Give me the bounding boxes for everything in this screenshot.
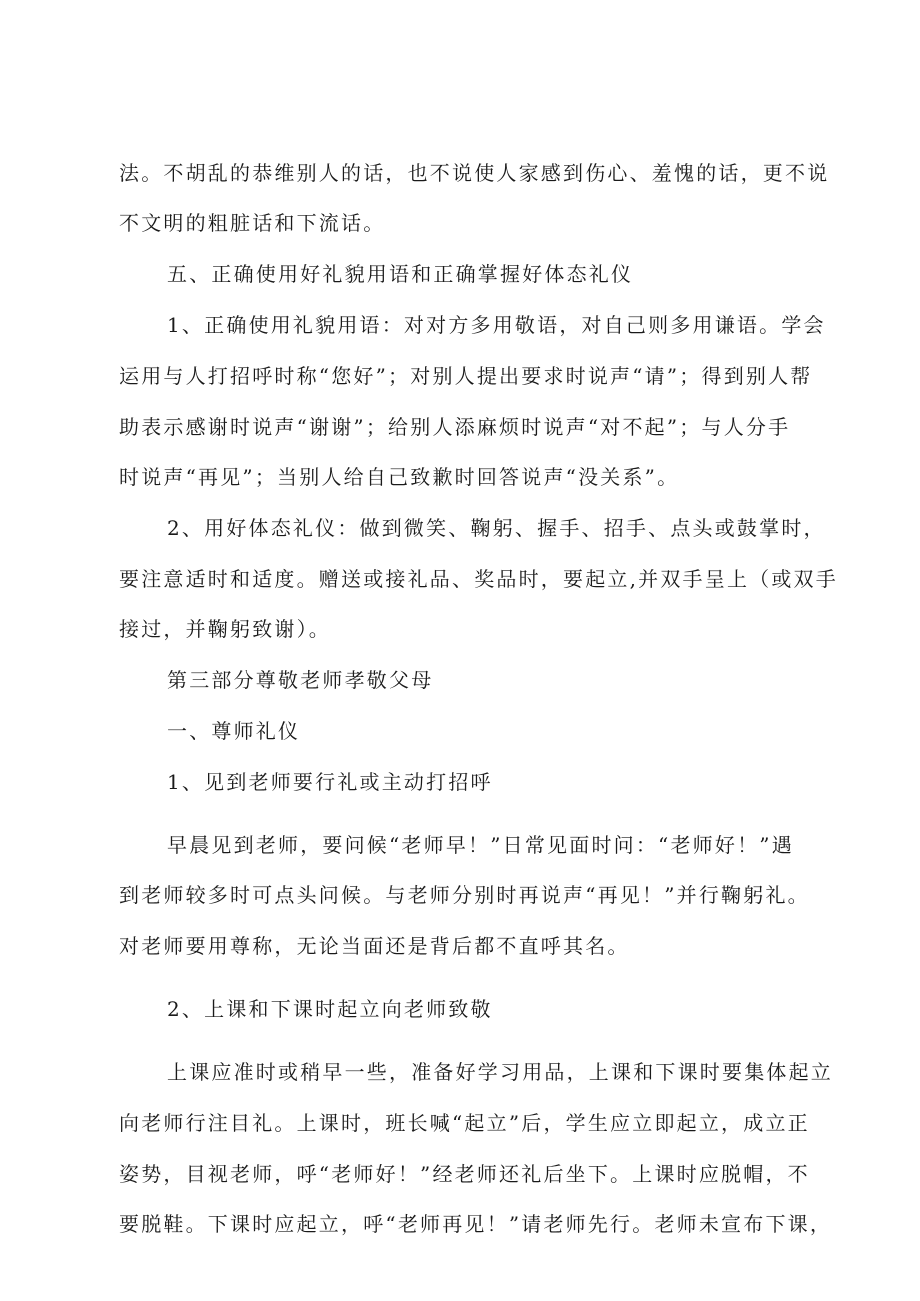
paragraph-line: 法。不胡乱的恭维别人的话，也不说使人家感到伤心、羞愧的话，更不说 [119,161,830,185]
paragraph-line: 早晨见到老师，要问候“老师早！”日常见面时问：“老师好！”遇 [167,833,794,857]
paragraph-line: 要脱鞋。下课时应起立，呼“老师再见！”请老师先行。老师未宣布下课， [119,1212,833,1236]
section-heading: 五、正确使用好礼貌用语和正确掌握好体态礼仪 [167,262,634,286]
paragraph-line: 到老师较多时可点头问候。与老师分别时再说声“再见！”并行鞠躬礼。 [119,883,810,907]
paragraph-line: 助表示感谢时说声“谢谢”；给别人添麻烦时说声“对不起”；与人分手 [119,415,791,439]
paragraph-line: 姿势，目视老师，呼“老师好！”经老师还礼后坐下。上课时应脱帽，不 [119,1162,810,1186]
section-heading: 一、尊师礼仪 [167,719,301,743]
part-heading: 第三部分尊敬老师孝敬父母 [167,668,434,692]
paragraph-line: 不文明的粗脏话和下流话。 [119,211,386,235]
paragraph-line: 要注意适时和适度。赠送或接礼品、奖品时，要起立,并双手呈上（或双手 [119,567,838,591]
paragraph-line: 2、用好体态礼仪：做到微笑、鞠躬、握手、招手、点头或鼓掌时， [167,516,826,540]
subsection-heading: 2、上课和下课时起立向老师致敬 [167,997,493,1021]
paragraph-line: 运用与人打招呼时称“您好”；对别人提出要求时说声“请”；得到别人帮 [119,364,813,388]
paragraph-line: 接过，并鞠躬致谢）。 [119,617,331,641]
paragraph-line: 向老师行注目礼。上课时，班长喊“起立”后，学生应立即起立，成立正 [119,1111,810,1135]
paragraph-line: 时说声“再见”；当别人给自己致歉时回答说声“没关系”。 [119,465,680,489]
paragraph-line: 上课应准时或稍早一些，准备好学习用品，上课和下课时要集体起立 [167,1060,833,1084]
subsection-heading: 1、见到老师要行礼或主动打招呼 [167,770,493,794]
paragraph-line: 对老师要用尊称，无论当面还是背后都不直呼其名。 [119,934,630,958]
paragraph-line: 1、正确使用礼貌用语：对对方多用敬语，对自己则多用谦语。学会 [167,313,826,337]
